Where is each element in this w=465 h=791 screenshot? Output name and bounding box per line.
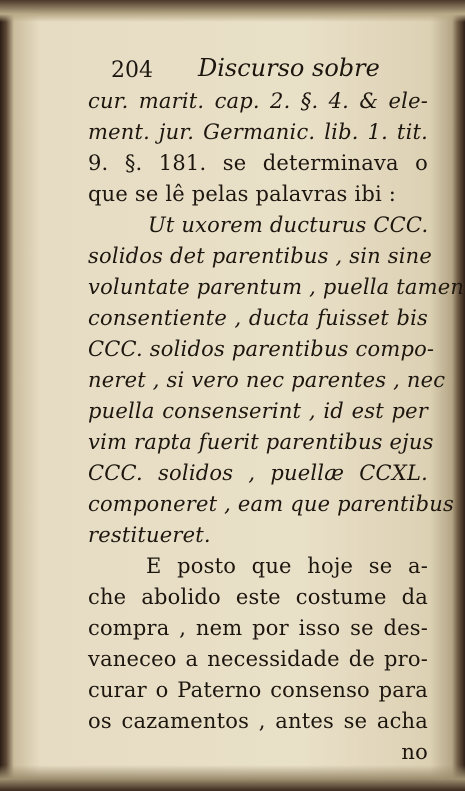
quotation-line: Ut uxorem ducturus CCC.	[148, 213, 429, 237]
catchword: no	[401, 740, 428, 764]
quotation-line: consentiente , ducta fuisset bis	[88, 306, 428, 330]
paragraph-start-line: E posto que hoje se a-	[146, 554, 428, 578]
quotation-line: neret , si vero nec parentes , nec	[88, 368, 446, 392]
quotation-line: restitueret.	[88, 523, 211, 547]
quotation-line: puella consenserint , id est per	[88, 399, 428, 423]
quotation-line: voluntate parentum , puella tamen	[88, 275, 465, 299]
text-line: cur. marit. cap. 2. §. 4. & ele-	[88, 89, 428, 113]
page-number: 204	[111, 58, 153, 83]
quotation-line: CCC. solidos parentibus compo-	[88, 337, 435, 361]
quotation-line: solidos det parentibus , sin sine	[88, 244, 432, 268]
quotation-line: CCC. solidos , puellæ CCXL.	[88, 461, 428, 485]
text-line: os cazamentos , antes se acha	[88, 709, 428, 733]
text-line: vaneceo a necessidade de pro-	[88, 647, 428, 671]
text-line: che abolido este costume da	[88, 585, 428, 609]
text-line: curar o Paterno consenso para	[88, 678, 428, 702]
text-line: que se lê pelas palavras ibi :	[88, 182, 397, 206]
quotation-line: componeret , eam que parentibus	[88, 492, 454, 516]
quotation-line: vim rapta fuerit parentibus ejus	[88, 430, 434, 454]
text-line: ment. jur. Germanic. lib. 1. tit.	[88, 120, 428, 144]
text-line: 9. §. 181. se determinava o	[88, 151, 428, 175]
running-head	[88, 48, 428, 86]
text-line: compra , nem por isso se des-	[88, 616, 428, 640]
text-block	[88, 48, 465, 768]
running-title: Discurso sobre	[198, 54, 380, 82]
